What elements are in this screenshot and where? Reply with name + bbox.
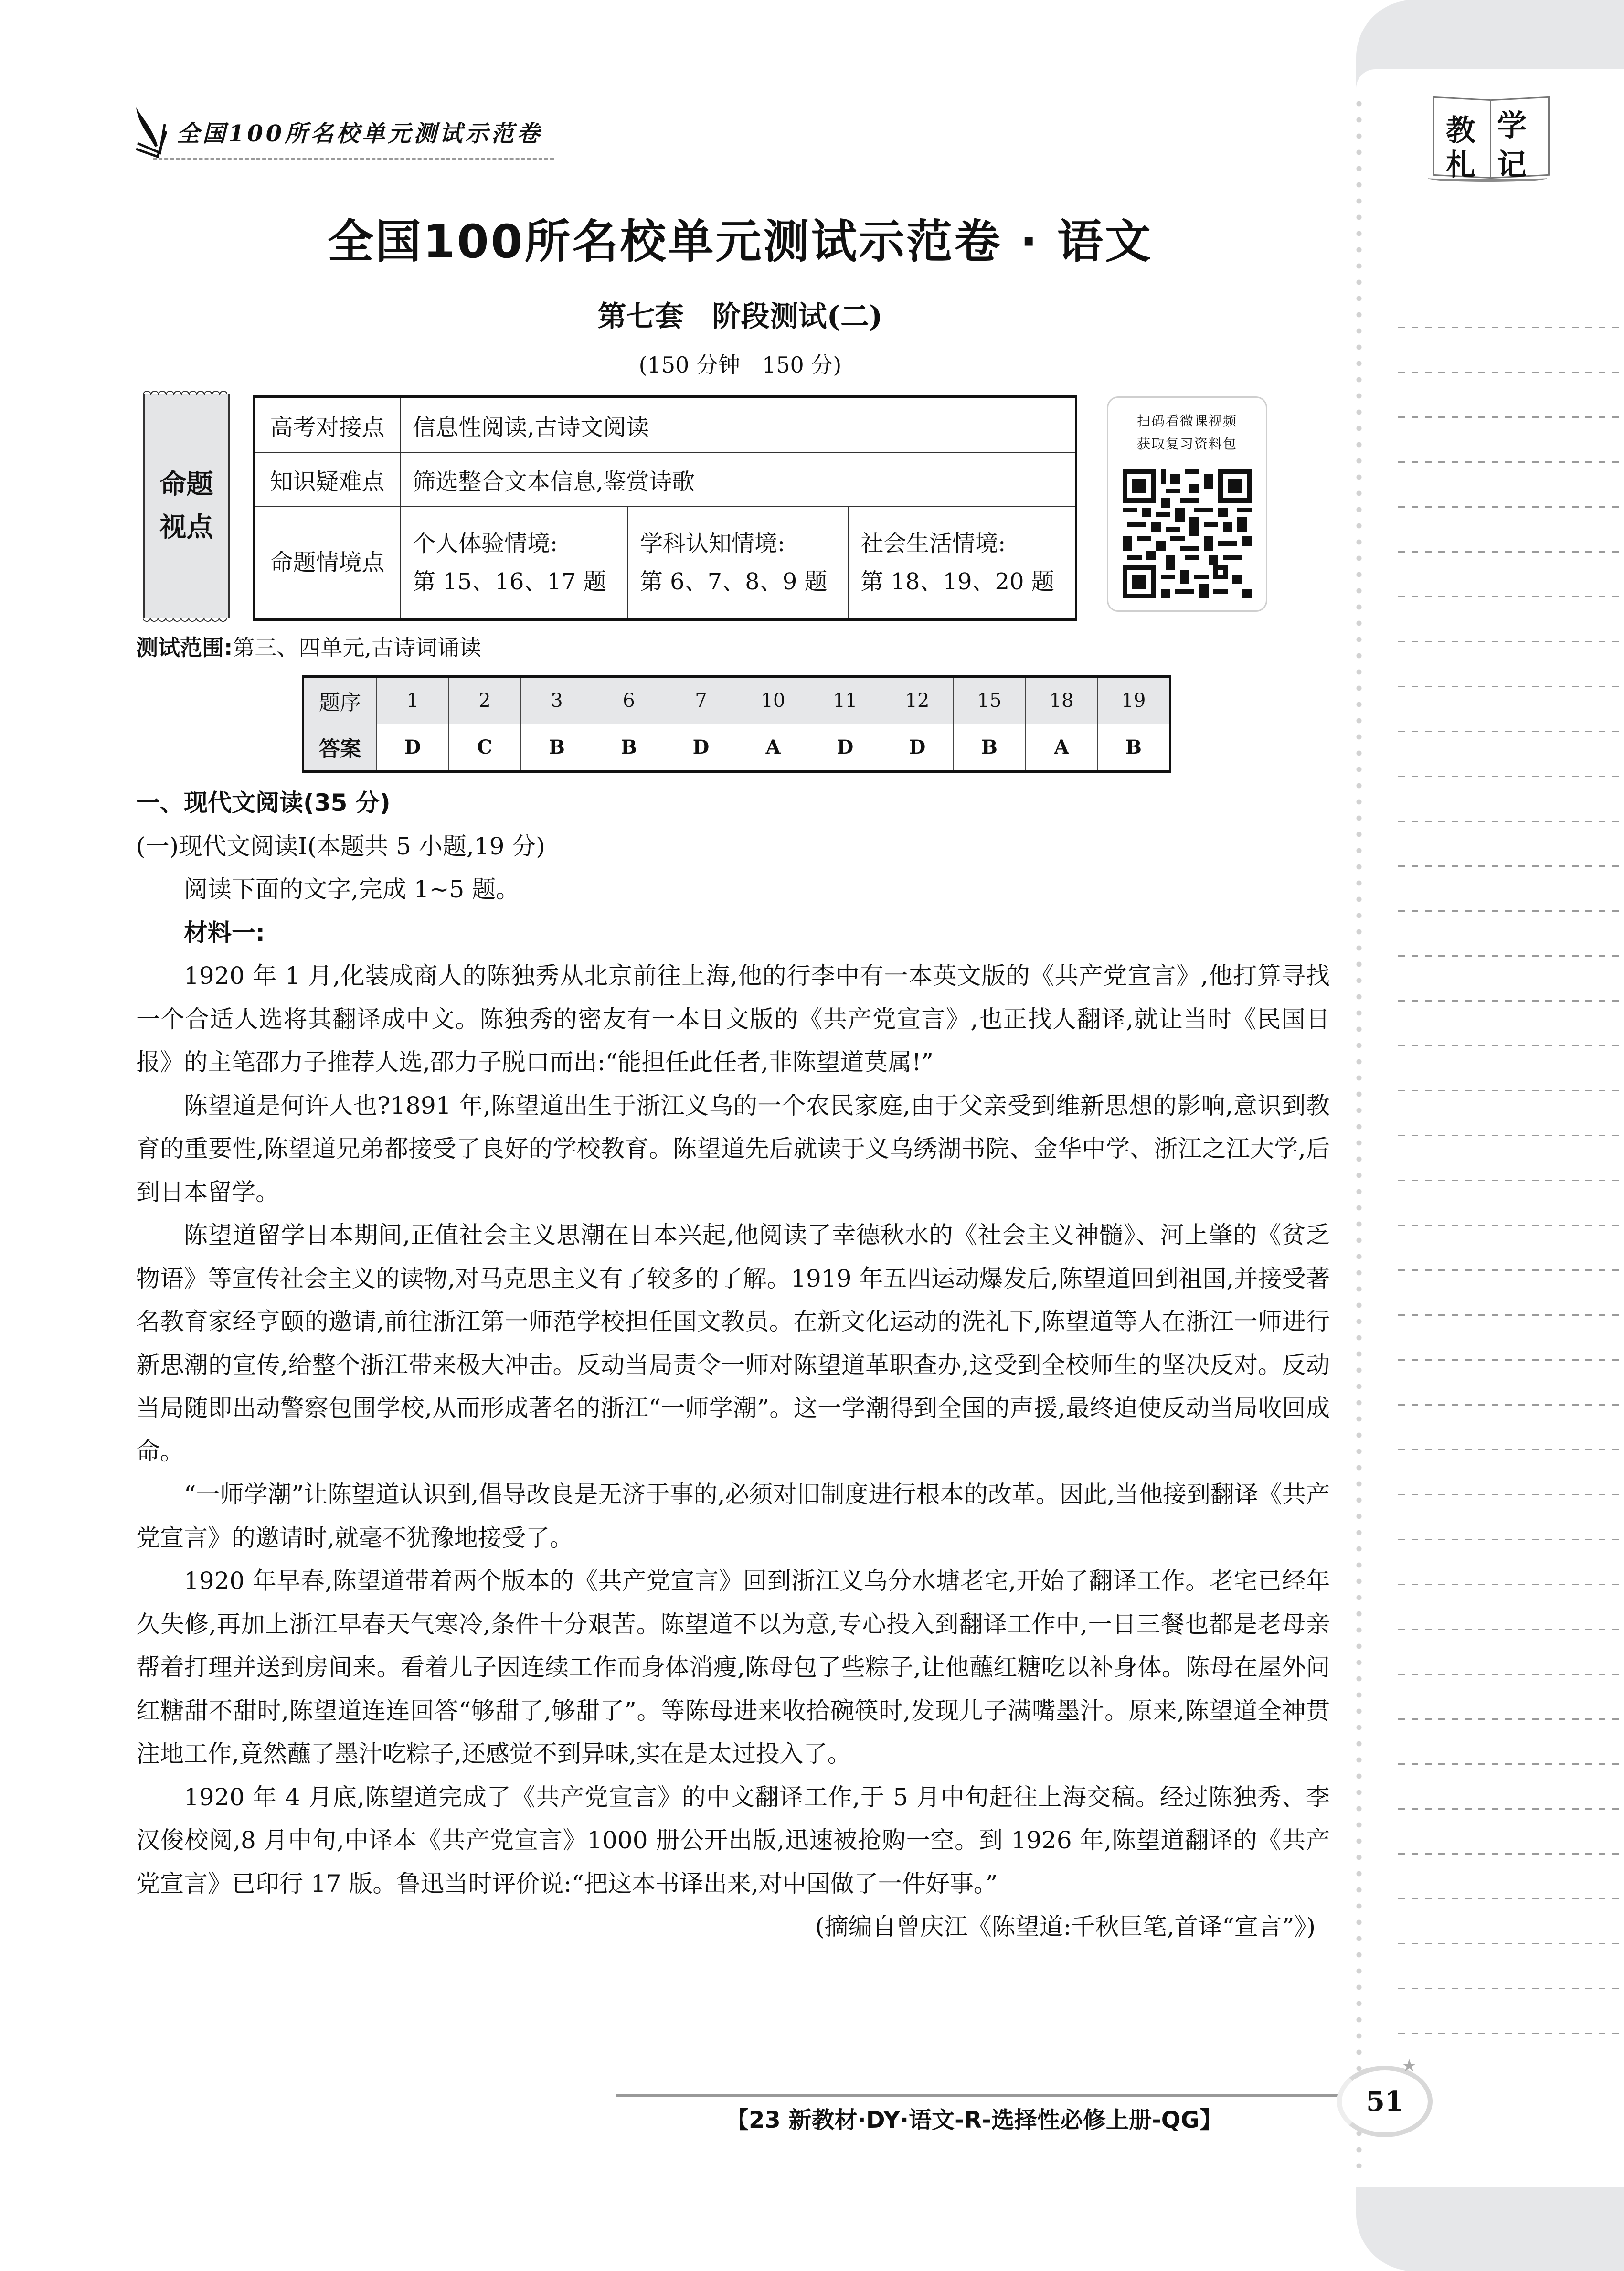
sidebar-bottom-tab (1356, 2187, 1624, 2271)
star-icon: ★ (1401, 2056, 1417, 2076)
viewpoint-row-context: 命题情境点 个人体验情境: 第 15、16、17 题 学科认知情境: 第 6、7、8、9 题 社会生活情境: 第 18、19、20 题 (254, 507, 1076, 619)
qr-code-icon[interactable] (1123, 469, 1252, 598)
footer-divider (616, 2094, 1342, 2097)
paragraph: 1920 年 1 月,化装成商人的陈独秀从北京前往上海,他的行李中有一本英文版的《共产党宣言》,他打算寻找一个合适人选将其翻译成中文。陈独秀的密友有一本日文版的《共产党宣言》,也正找人翻译,就让当时《民国日报》的主笔邵力子推荐人选,邵力子脱口而出:“能担任此任者,非陈望道莫属!” (136, 962, 1330, 1076)
section-heading: 一、现代文阅读(35 分) (136, 789, 391, 817)
instruction: 阅读下面的文字,完成 1~5 题。 (184, 875, 520, 903)
viewpoint-tag: 命题 视点 (143, 394, 230, 618)
paragraph: 1920 年早春,陈望道带着两个版本的《共产党宣言》回到浙江义乌分水塘老宅,开始了翻译工作。老宅已经年久失修,再加上浙江早春天气寒冷,条件十分艰苦。陈望道不以为意,专心投入到翻译工作中,一日三餐也都是老母亲帮着打理并送到房间来。看着儿子因连续工作而身体消瘦,陈母包了些粽子,让他蘸红糖吃以补身体。陈母在屋外问红糖甜不甜时,陈望道连连回答“够甜了,够甜了”。等陈母进来收拾碗筷时,发现儿子满嘴墨汁。原来,陈望道全神贯注地工作,竟然蘸了墨汁吃粽子,还感觉不到异味,实在是太过投入了。 (136, 1567, 1330, 1768)
paragraph: 陈望道留学日本期间,正值社会主义思潮在日本兴起,他阅读了幸德秋水的《社会主义神髓》、河上肇的《贫乏物语》等宣传社会主义的读物,对马克思主义有了较多的了解。1919 年五四运动爆发后,陈望道回到祖国,并接受著名教育家经亨颐的邀请,前往浙江第一师范学校担任国文教员。在新文化运动的洗礼下,陈望道等人在浙江一师进行新思潮的宣传,给整个浙江带来极大冲击。反动当局责令一师对陈望道革职查办,这受到全校师生的坚决反对。反动当局随即出动警察包围学校,从而形成著名的浙江“一师学潮”。这一学潮得到全国的声援,最终迫使反动当局收回成命。 (136, 1221, 1330, 1465)
test-scope: 测试范围:第三、四单元,古诗词诵读 (136, 635, 482, 661)
material-label: 材料一: (184, 918, 265, 947)
badge-char: 记 (1497, 147, 1527, 182)
answer-row: 答案 D C B B D A D D B A B (303, 724, 1170, 772)
badge-char: 教 (1446, 113, 1476, 148)
logo-divider (153, 158, 554, 160)
context-cell: 学科认知情境: 第 6、7、8、9 题 (628, 507, 849, 619)
paragraph: 陈望道是何许人也?1891 年,陈望道出生于浙江义乌的一个农民家庭,由于父亲受到维新思想的影响,意识到教育的重要性,陈望道兄弟都接受了良好的学校教育。陈望道先后就读于义乌绣湖书院、金华中学、浙江之江大学,后到日本留学。 (136, 1091, 1330, 1206)
paragraph: 1920 年 4 月底,陈望道完成了《共产党宣言》的中文翻译工作,于 5 月中旬赶往上海交稿。经过陈独秀、李汉俊校阅,8 月中旬,中译本《共产党宣言》1000 册公开出版,迅速被抢购一空。到 1926 年,陈望道翻译的《共产党宣言》已印行 17 版。鲁迅当时评价说:“把这本书译出来,对中国做了一件好事。” (136, 1783, 1330, 1898)
time-and-score: (150 分钟 150 分) (638, 352, 842, 378)
subsection-heading: (一)现代文阅读Ⅰ(本题共 5 小题,19 分) (136, 832, 545, 860)
page-number: 51 (1337, 2066, 1433, 2137)
sidebar-binding-dots (1356, 96, 1362, 2187)
context-cell: 个人体验情境: 第 15、16、17 题 (401, 507, 628, 619)
context-cell: 社会生活情境: 第 18、19、20 题 (849, 507, 1076, 619)
series-logo-text: 全国100所名校单元测试示范卷 (177, 120, 543, 147)
viewpoint-table (253, 395, 1077, 621)
page-title: 全国100所名校单元测试示范卷 · 语文 (328, 215, 1153, 268)
series-logo (134, 103, 542, 160)
qr-card[interactable]: 扫码看微课视频 获取复习资料包 (1107, 396, 1267, 612)
question-number-row: 题序 1 2 3 6 7 10 11 12 15 18 19 (303, 676, 1170, 724)
notes-sidebar (1356, 0, 1624, 2271)
badge-char: 札 (1446, 147, 1476, 182)
reading-passage (136, 781, 1330, 1949)
note-lines (1398, 287, 1624, 2054)
book-code: 【23 新教材·DY·语文-R-选择性必修上册-QG】 (725, 2107, 1223, 2133)
source-citation: (摘编自曾庆江《陈望道:千秋巨笔,首译“宣言”》) (815, 1913, 1316, 1940)
test-subtitle: 第七套 阶段测试(二) (597, 300, 883, 333)
quill-book-icon (134, 105, 167, 158)
paragraph: “一师学潮”让陈望道认识到,倡导改良是无济于事的,必须对旧制度进行根本的改革。因此,当他接到翻译《共产党宣言》的邀请时,就毫不犹豫地接受了。 (136, 1481, 1330, 1552)
answer-key-table (302, 675, 1171, 773)
teaching-notes-badge (1428, 93, 1547, 189)
viewpoint-row: 高考对接点 信息性阅读,古诗文阅读 (254, 397, 1076, 452)
viewpoint-row: 知识疑难点 筛选整合文本信息,鉴赏诗歌 (254, 452, 1076, 507)
badge-char: 学 (1497, 108, 1527, 143)
